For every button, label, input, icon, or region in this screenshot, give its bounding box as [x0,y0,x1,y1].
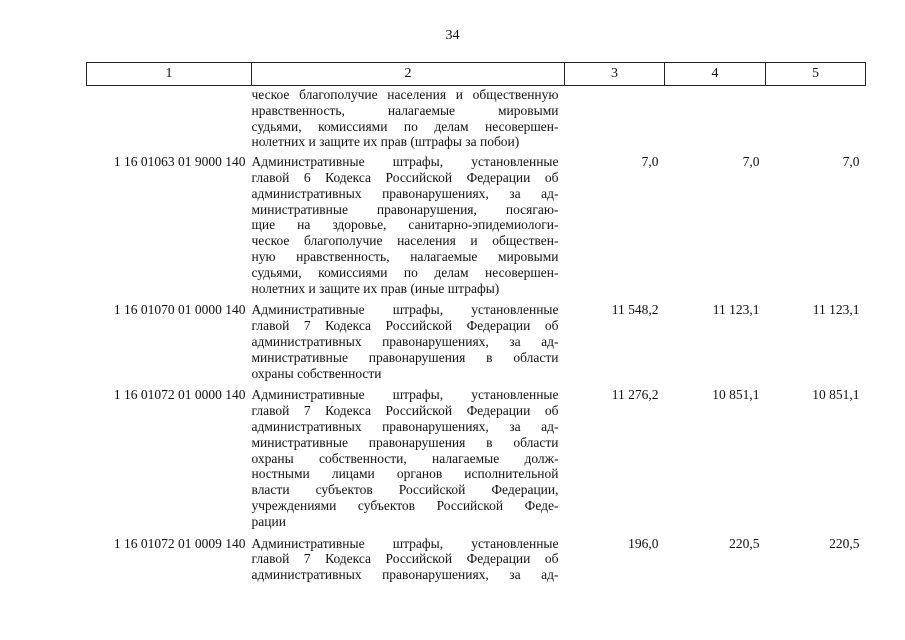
value-col-3: 11 276,2 [611,387,659,403]
description-line: главой 7 Кодекса Российской Федерации об [251,551,559,567]
description-line: судьями, комиссиями по делам несовершен- [251,118,559,134]
value-col-4: 7,0 [742,154,760,170]
value-col-3: 196,0 [628,535,659,551]
code-cell: 1 16 01072 01 0009 140 [113,535,246,551]
table-row [87,298,866,383]
description-line: охраны собственности [251,365,382,381]
description-line: ческое благополучие населения и общественную [251,87,559,102]
description-line: ностными лицами органов исполнительной [251,466,559,482]
description-line: главой 6 Кодекса Российской Федерации об [251,169,559,185]
description-line: ную нравственность, налагаемые мировыми [251,248,559,264]
description-line: главой 7 Кодекса Российской Федерации об [251,318,559,334]
description-line: рации [251,513,286,529]
description-line: нолетних и защите их прав (штрафы за побои) [251,134,520,150]
description-cell [252,383,565,531]
description-cell [252,150,565,298]
value-col-3: 7,0 [641,154,659,170]
description-line: учреждениями субъектов Российской Феде- [251,497,559,513]
table-row [87,532,866,585]
description-line: главой 7 Кодекса Российской Федерации об [251,403,559,419]
value-col-5: 7,0 [842,154,860,170]
description-line: административных правонарушениях, за ад- [251,333,559,349]
description-line: административных правонарушениях, за ад- [251,185,559,201]
budget-table [86,62,866,585]
value-col-5: 11 123,1 [812,302,860,318]
description-line: судьями, комиссиями по делам несовершен- [251,264,559,280]
code-cell: 1 16 01070 01 0000 140 [113,302,246,318]
header-col-3: 3 [565,63,665,86]
description-line: нолетних и защите их прав (иные штрафы) [251,280,500,296]
description-line: административных правонарушениях, за ад- [251,567,559,583]
page-number: 34 [445,28,460,43]
value-col-4: 220,5 [729,535,760,551]
description-cell [252,532,565,585]
value-col-5: 220,5 [829,535,860,551]
description-line: власти субъектов Российской Федерации, [251,482,559,498]
description-line: административных правонарушениях, за ад- [251,418,559,434]
header-col-4: 4 [665,63,766,86]
description-line: Административные штрафы, установленные [251,387,559,403]
code-cell: 1 16 01063 01 9000 140 [113,154,246,170]
description-line: Административные штрафы, установленные [251,535,559,551]
description-line: щие на здоровье, санитарно-эпидемиологи- [251,217,559,233]
description-line: Административные штрафы, установленные [251,302,559,318]
description-line: Административные штрафы, установленные [251,154,559,170]
continuation-row [87,86,866,151]
description-cell [252,298,565,383]
table-row [87,383,866,531]
value-col-4: 11 123,1 [712,302,760,318]
description-line: министративные правонарушения в области [251,434,559,450]
description-line: охраны собственности, налагаемые долж- [251,450,559,466]
value-col-3: 11 548,2 [611,302,659,318]
description-line: нравственность, налагаемые мировыми [251,102,559,118]
code-cell: 1 16 01072 01 0000 140 [113,387,246,403]
description-line: ческое благополучие населения и обществен- [251,233,559,249]
table-row [87,150,866,298]
header-col-5: 5 [766,63,866,86]
description-line: министративные правонарушения в области [251,349,559,365]
header-col-2: 2 [252,63,565,86]
value-col-4: 10 851,1 [712,387,760,403]
value-col-5: 10 851,1 [812,387,860,403]
code-cell [87,86,252,151]
description-line: министративные правонарушения, посягаю- [251,201,559,217]
header-col-1: 1 [87,63,252,86]
table-header-row [87,63,866,86]
description-cell [252,86,565,151]
